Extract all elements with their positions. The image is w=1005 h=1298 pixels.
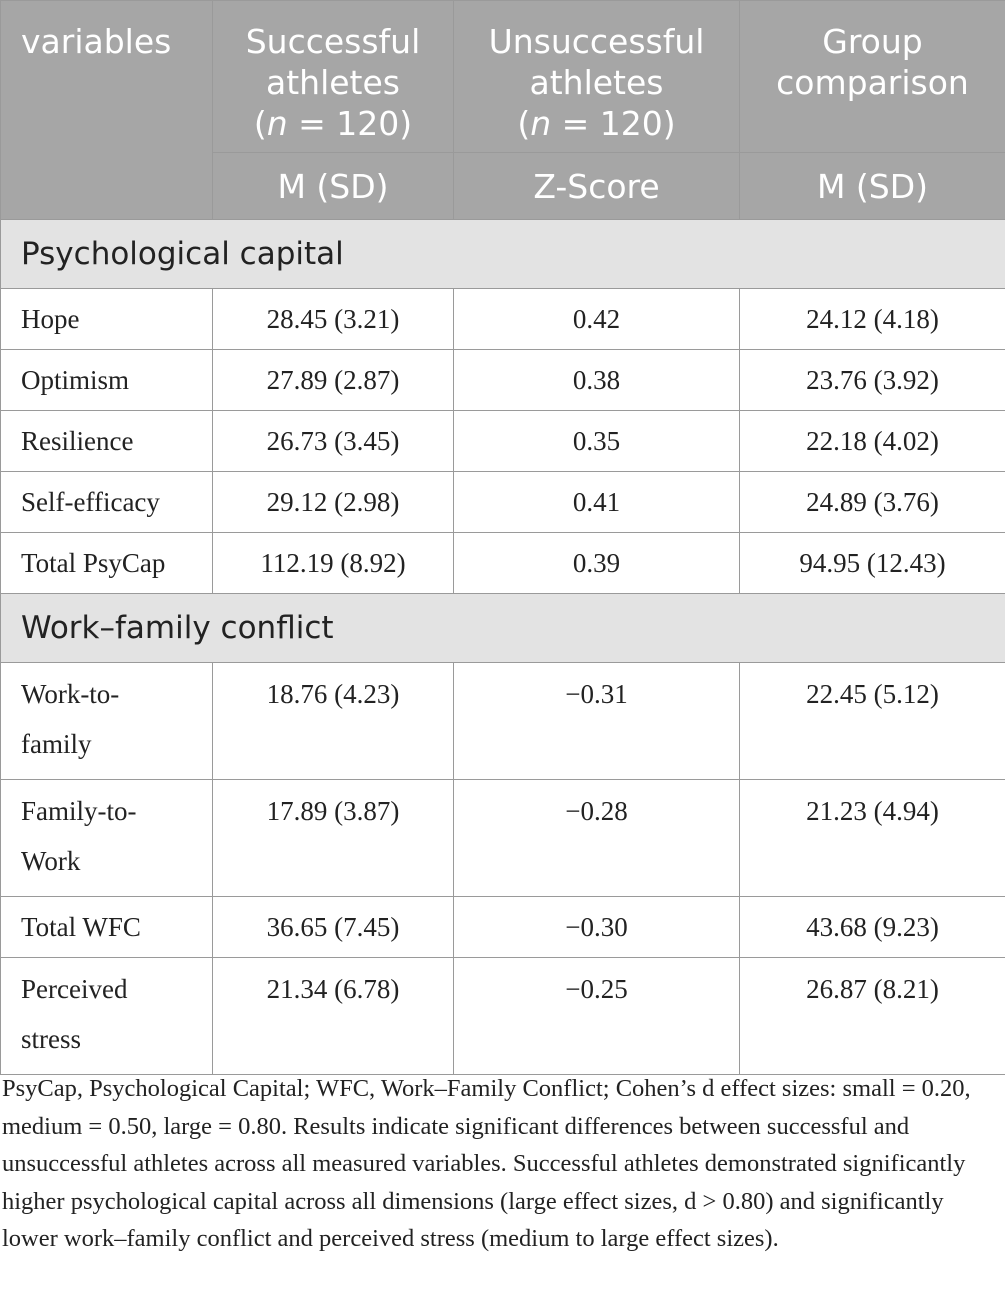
cell-successful: 21.34 (6.78): [213, 958, 454, 1075]
cell-unsuccessful: 0.38: [454, 350, 740, 411]
cell-comparison: 21.23 (4.94): [740, 780, 1005, 897]
table-row: [1, 350, 1005, 411]
row-label: Resilience: [1, 411, 213, 472]
row-label: Self-efficacy: [1, 472, 213, 533]
cell-comparison: 43.68 (9.23): [740, 897, 1005, 958]
section-title: Work–family conflict: [1, 594, 1005, 663]
cell-successful: 28.45 (3.21): [213, 289, 454, 350]
section-title: Psychological capital: [1, 220, 1005, 289]
row-label: Perceived stress: [1, 958, 213, 1075]
cell-unsuccessful: 0.42: [454, 289, 740, 350]
cell-unsuccessful: −0.28: [454, 780, 740, 897]
header-variables: variables: [1, 1, 213, 220]
header-group-comparison: Group comparison: [740, 1, 1005, 153]
subheader-successful: M (SD): [213, 153, 454, 220]
row-label: Hope: [1, 289, 213, 350]
table-row: [1, 780, 1005, 897]
cell-successful: 17.89 (3.87): [213, 780, 454, 897]
row-label: Total WFC: [1, 897, 213, 958]
cell-comparison: 94.95 (12.43): [740, 533, 1005, 594]
cell-comparison: 26.87 (8.21): [740, 958, 1005, 1075]
cell-successful: 26.73 (3.45): [213, 411, 454, 472]
cell-successful: 27.89 (2.87): [213, 350, 454, 411]
row-label: Family-to-Work: [1, 780, 213, 897]
table-header: [1, 1, 1005, 220]
header-successful-athletes: Successful athletes (n = 120): [213, 1, 454, 153]
table-footnote: PsyCap, Psychological Capital; WFC, Work–Family Conflict; Cohen’s d effect sizes: small = 0.20, medium = 0.50, large = 0.80. Results indicate significant differences between successful and unsuccessful athletes across all measured variables. Successful athletes demonstrated significantly higher psychological capital across all dimensions (large effect sizes, d > 0.80) and significantly lower work–family conflict and perceived stress (medium to large effect sizes).: [2, 1075, 971, 1252]
cell-comparison: 23.76 (3.92): [740, 350, 1005, 411]
table-row: [1, 958, 1005, 1075]
subheader-unsuccessful: Z-Score: [454, 153, 740, 220]
table-row: [1, 663, 1005, 780]
cell-unsuccessful: −0.31: [454, 663, 740, 780]
cell-unsuccessful: 0.39: [454, 533, 740, 594]
cell-successful: 29.12 (2.98): [213, 472, 454, 533]
cell-comparison: 22.45 (5.12): [740, 663, 1005, 780]
table-row: [1, 289, 1005, 350]
table-row: [1, 897, 1005, 958]
section-row: [1, 220, 1005, 289]
cell-unsuccessful: −0.25: [454, 958, 740, 1075]
cell-successful: 36.65 (7.45): [213, 897, 454, 958]
cell-unsuccessful: 0.41: [454, 472, 740, 533]
cell-successful: 112.19 (8.92): [213, 533, 454, 594]
subheader-comparison: M (SD): [740, 153, 1005, 220]
table-body: [1, 220, 1005, 1075]
cell-successful: 18.76 (4.23): [213, 663, 454, 780]
cell-comparison: 22.18 (4.02): [740, 411, 1005, 472]
table-row: [1, 411, 1005, 472]
cell-unsuccessful: −0.30: [454, 897, 740, 958]
table-row: [1, 472, 1005, 533]
cell-comparison: 24.12 (4.18): [740, 289, 1005, 350]
cell-comparison: 24.89 (3.76): [740, 472, 1005, 533]
row-label: Work-to-family: [1, 663, 213, 780]
row-label: Total PsyCap: [1, 533, 213, 594]
section-row: [1, 594, 1005, 663]
row-label: Optimism: [1, 350, 213, 411]
table-row: [1, 533, 1005, 594]
cell-unsuccessful: 0.35: [454, 411, 740, 472]
header-unsuccessful-athletes: Unsuccessful athletes (n = 120): [454, 1, 740, 153]
